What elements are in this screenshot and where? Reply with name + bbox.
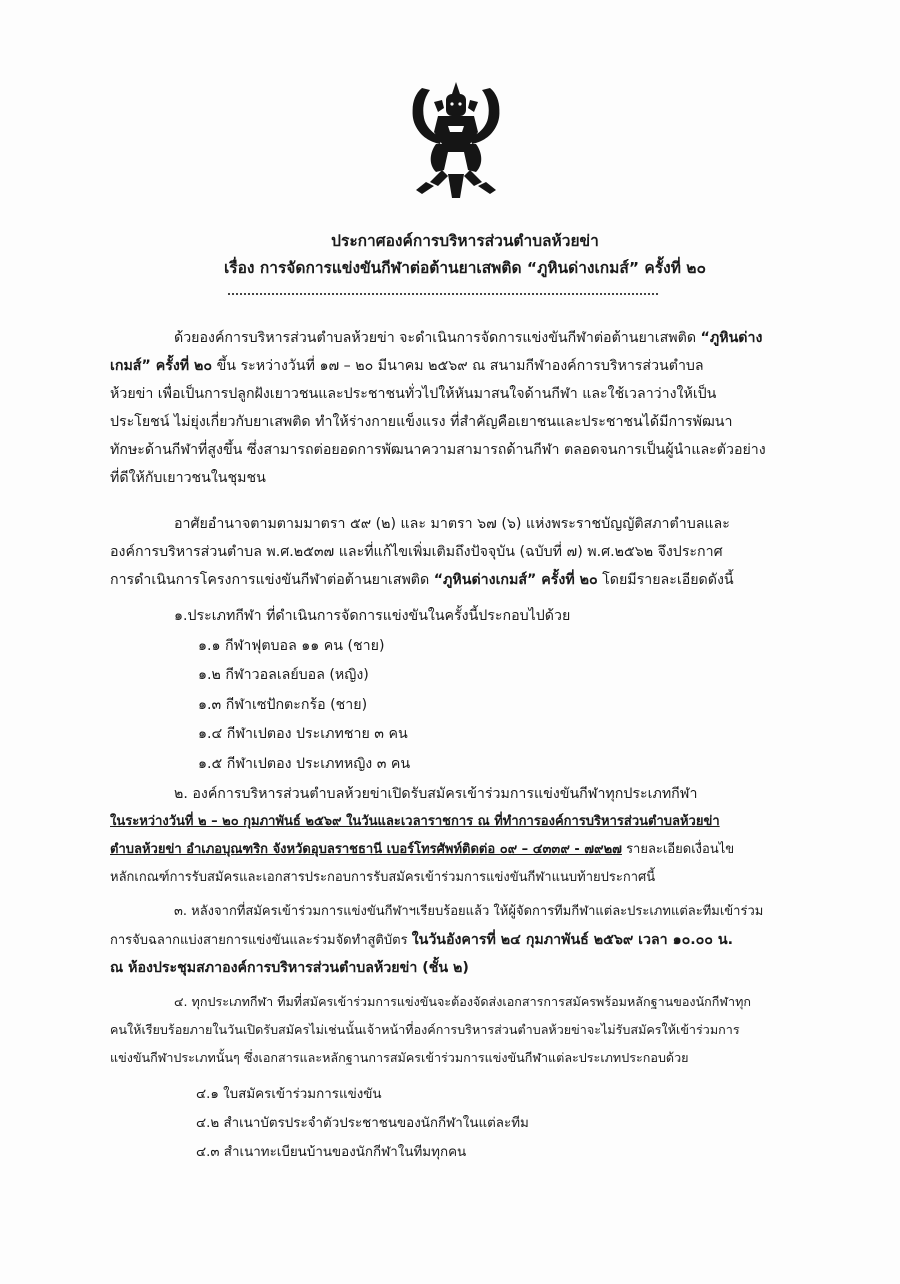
intro-line xyxy=(110,352,845,380)
draw-datetime: ในวันอังคารที่ ๒๔ กุมภาพันธ์ ๒๕๖๙ เวลา ๑๐.๐๐ น. xyxy=(411,932,733,948)
sport-item: ๑.๑ กีฬาฟุตบอล ๑๑ คน (ชาย) xyxy=(198,637,385,654)
registration-location: ตำบลห้วยข่า อำเภอบุณฑริก จังหวัดอุบลราชธานี เบอร์โทรศัพท์ติดต่อ ๐๙ – ๔๓๓๙ - ๗๙๒๗ xyxy=(110,842,622,857)
section-4-line: ๔. ทุกประเภทกีฬา ทีมที่สมัครเข้าร่วมการแข่งขันจะต้องจัดส่งเอกสารการสมัครพร้อมหลักฐานของนักกีฬาทุก xyxy=(174,994,752,1009)
event-name: “ภูหินด่างเกมส์” ครั้งที่ ๒๐ xyxy=(433,572,598,588)
intro-line xyxy=(110,324,845,352)
text: การดำเนินการโครงการแข่งขันกีฬาต่อต้านยาเสพติด xyxy=(110,572,434,588)
text: รายละเอียดเงื่อนไข xyxy=(621,842,735,857)
section-3-line xyxy=(110,954,845,982)
intro-line: ทักษะด้านกีฬาที่สูงขึ้น ซึ่งสามารถต่อยอดการพัฒนาความสามารถด้านกีฬา ตลอดจนการเป็นผู้นำและตัวอย่าง xyxy=(110,442,766,458)
intro-line: ประโยชน์ ไม่ยุ่งเกี่ยวกับยาเสพติด ทำให้ร่างกายแข็งแรง ที่สำคัญคือเยาชนและประชาชนได้มีการพัฒนา xyxy=(110,414,733,430)
document-item: ๔.๓ สำเนาทะเบียนบ้านของนักกีฬาในทีมทุกคน xyxy=(196,1145,467,1160)
intro-line: ห้วยข่า เพื่อเป็นการปลูกฝังเยาวชนและประชาชนทั่วไปให้หันมาสนใจด้านกีฬา และใช้เวลาว่างให้เป็น xyxy=(110,386,717,402)
section-4-line: แข่งขันกีฬาประเภทนั้นๆ ซึ่งเอกสารและหลักฐานการสมัครเข้าร่วมการแข่งขันกีฬาแต่ละประเภทประกอบด้วย xyxy=(110,1050,689,1065)
sport-item: ๑.๕ กีฬาเปตอง ประเภทหญิง ๓ คน xyxy=(198,755,411,772)
garuda-emblem-icon xyxy=(408,82,504,200)
sport-item: ๑.๔ กีฬาเปตอง ประเภทชาย ๓ คน xyxy=(198,726,408,742)
document-item: ๔.๒ สำเนาบัตรประจำตัวประชาชนของนักกีฬาในแต่ละทีม xyxy=(196,1116,529,1131)
section-2 xyxy=(110,780,845,892)
section-3-line: ๓. หลังจากที่สมัครเข้าร่วมการแข่งขันกีฬาฯเรียบร้อยแล้ว ให้ผู้จัดการทีมกีฬาแต่ละประเภทแต่ละทีมเข้าร่วม xyxy=(174,904,764,919)
draw-location: ณ ห้องประชุมสภาองค์การบริหารส่วนตำบลห้วยข่า (ชั้น ๒) xyxy=(110,960,469,976)
section-1 xyxy=(174,602,570,779)
section-3 xyxy=(110,898,845,982)
event-edition: เกมส์” ครั้งที่ ๒๐ xyxy=(110,358,213,374)
text: โดยมีรายละเอียดดังนี้ xyxy=(597,572,734,588)
text: การจับฉลากแบ่งสายการแข่งขันและร่วมจัดทำสูติบัตร xyxy=(110,933,412,948)
dotted-divider xyxy=(228,293,658,295)
document-subject: เรื่อง การจัดการแข่งขันกีฬาต่อต้านยาเสพติด “ภูหินด่างเกมส์” ครั้งที่ ๒๐ xyxy=(224,259,706,277)
section-4 xyxy=(110,988,845,1072)
authority-line xyxy=(110,566,845,594)
document-item: ๔.๑ ใบสมัครเข้าร่วมการแข่งขัน xyxy=(196,1087,382,1102)
authority-line: อาศัยอำนาจตามตามมาตรา ๕๙ (๒) และ มาตรา ๖๗ (๖) แห่งพระราชบัญญัติสภาตำบลและ xyxy=(174,516,730,532)
text: ด้วยองค์การบริหารส่วนตำบลห้วยข่า จะดำเนินการจัดการแข่งขันกีฬาต่อต้านยาเสพติด xyxy=(174,330,701,346)
event-name: “ภูหินด่าง xyxy=(700,330,763,346)
section-1-heading: ๑.ประเภทกีฬา ที่ดำเนินการจัดการแข่งขันในครั้งนี้ประกอบไปด้วย xyxy=(174,608,571,624)
document-header xyxy=(0,228,900,282)
intro-line: ที่ดีให้กับเยาวชนในชุมชน xyxy=(110,470,266,486)
section-2-line xyxy=(110,836,845,864)
text: ขึ้น ระหว่างวันที่ ๑๗ – ๒๐ มีนาคม ๒๕๖๙ ณ สนามกีฬาองค์การบริหารส่วนตำบล xyxy=(212,358,704,374)
sport-item: ๑.๒ กีฬาวอลเลย์บอล (หญิง) xyxy=(198,667,369,683)
authority-line: องค์การบริหารส่วนตำบล พ.ศ.๒๕๓๗ และที่แก้ไขเพิ่มเติมถึงปัจจุบัน (ฉบับที่ ๗) พ.ศ.๒๕๖๒ จึงประกาศ xyxy=(110,544,723,560)
document-title: ประกาศองค์การบริหารส่วนตำบลห้วยข่า xyxy=(331,232,599,250)
authority-paragraph xyxy=(110,510,845,594)
section-4-documents xyxy=(196,1080,529,1167)
section-2-line: ๒. องค์การบริหารส่วนตำบลห้วยข่าเปิดรับสมัครเข้าร่วมการแข่งขันกีฬาทุกประเภทกีฬา xyxy=(174,786,698,802)
section-2-line: หลักเกณฑ์การรับสมัครและเอกสารประกอบการรับสมัครเข้าร่วมการแข่งขันกีฬาแนบท้ายประกาศนี้ xyxy=(110,870,656,885)
intro-paragraph xyxy=(110,324,845,492)
section-4-line: คนให้เรียบร้อยภายในวันเปิดรับสมัครไม่เช่นนั้นเจ้าหน้าที่องค์การบริหารส่วนตำบลห้วยข่าจะไม่รับสมัครให้เข้าร่วมการ xyxy=(110,1022,740,1037)
sport-item: ๑.๓ กีฬาเซปักตะกร้อ (ชาย) xyxy=(198,696,368,713)
section-3-line xyxy=(110,926,845,954)
registration-period: ในระหว่างวันที่ ๒ – ๒๐ กุมภาพันธ์ ๒๕๖๙ ในวันและเวลาราชการ ณ ที่ทำการองค์การบริหารส่วนตำบลห้วยข่า xyxy=(110,814,720,829)
